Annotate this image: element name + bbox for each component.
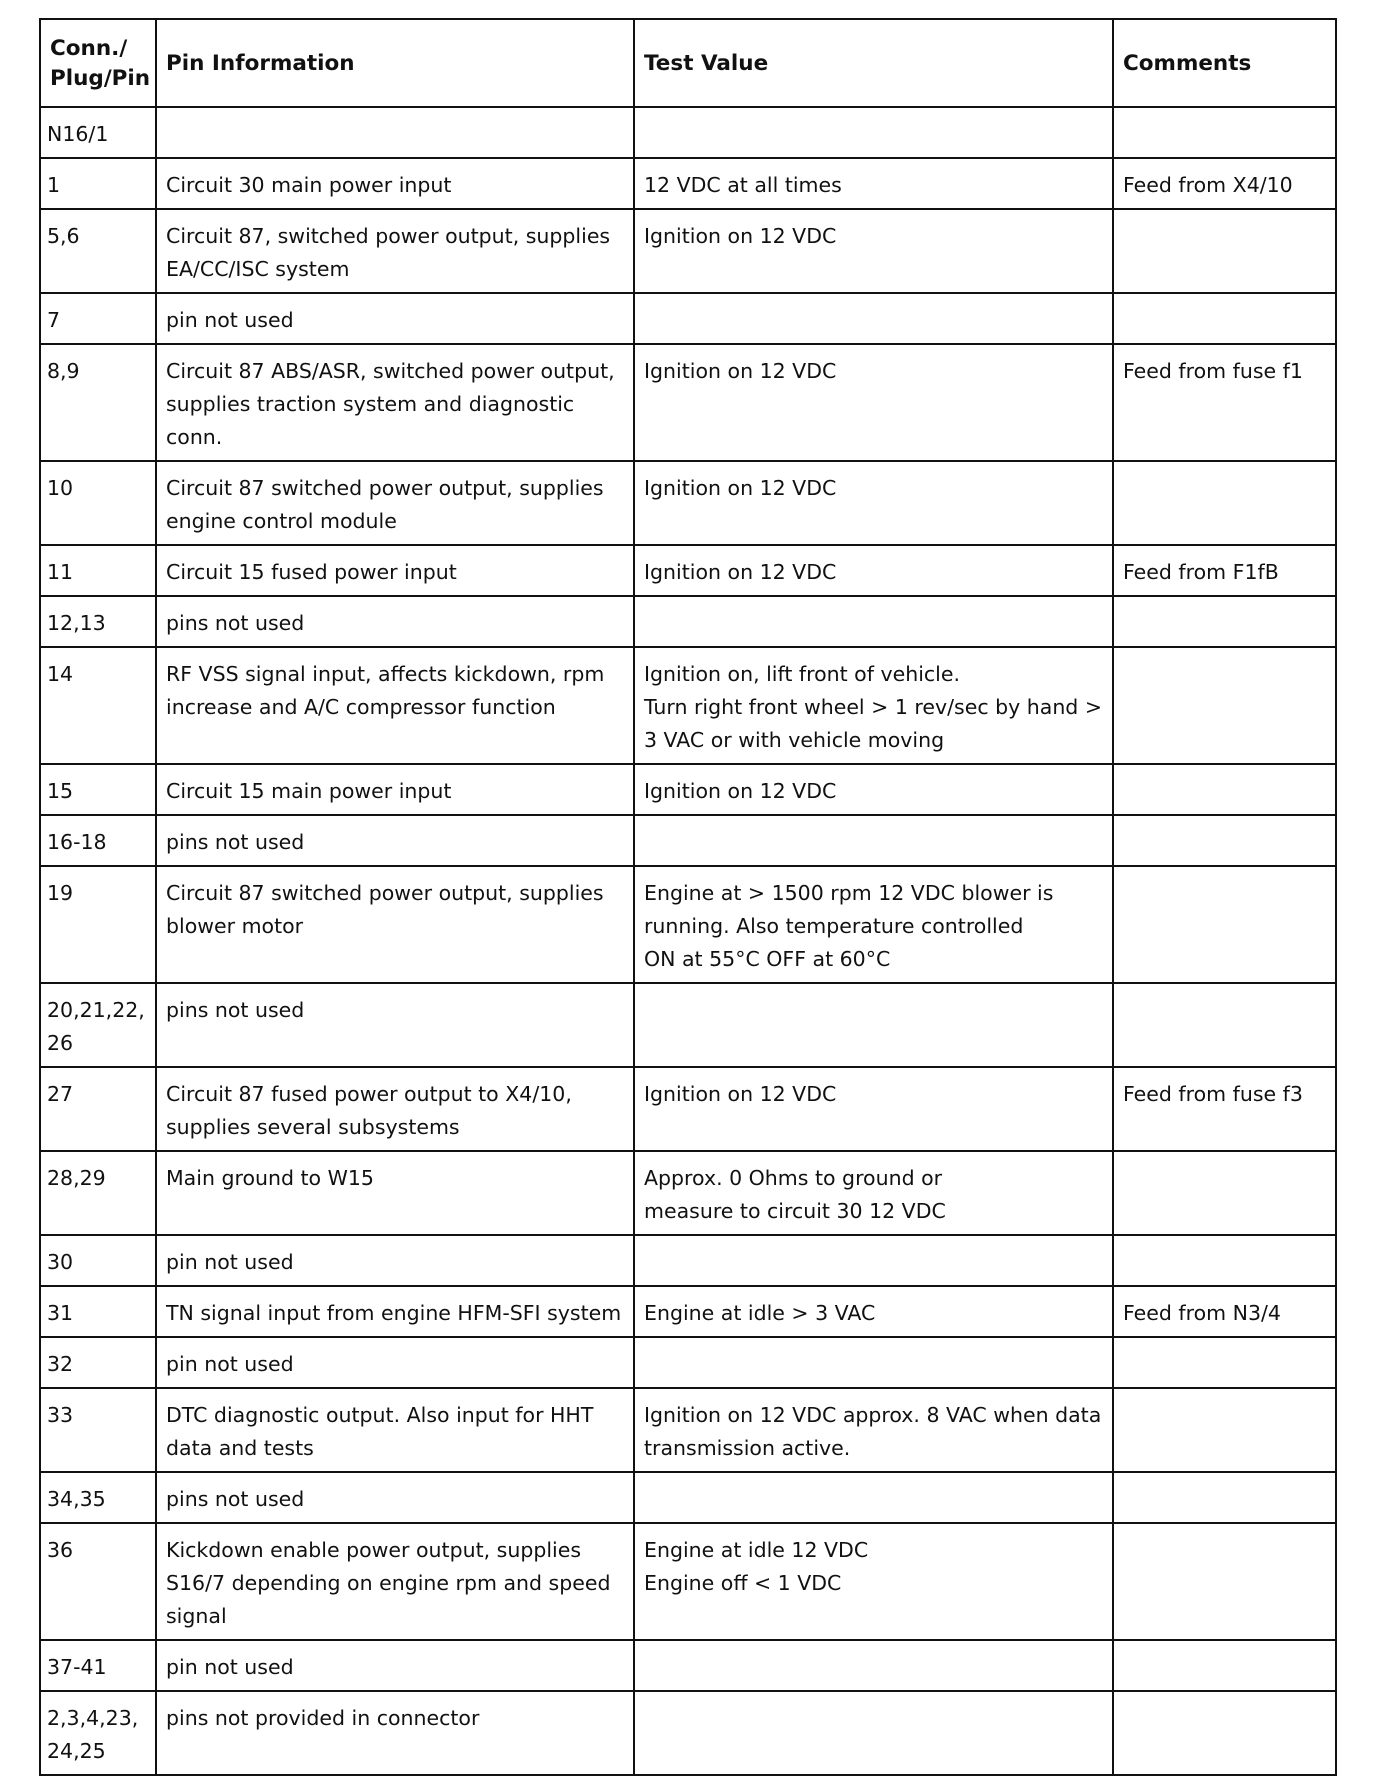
cell-test-value <box>634 983 1113 1067</box>
cell-comment <box>1113 647 1336 764</box>
table-row <box>40 1337 1336 1388</box>
cell-comment <box>1113 461 1336 545</box>
table-body <box>40 107 1336 1775</box>
table-row <box>40 815 1336 866</box>
table-row <box>40 209 1336 293</box>
cell-pin-info: pins not used <box>156 983 634 1067</box>
cell-comment: Feed from fuse f3 <box>1113 1067 1336 1151</box>
cell-test-value <box>634 1337 1113 1388</box>
cell-pin-info: Circuit 15 fused power input <box>156 545 634 596</box>
cell-test-value: Engine at > 1500 rpm 12 VDC blower is running. Also temperature controlled ON at 55°C OFF at 60°C <box>634 866 1113 983</box>
cell-pin: 1 <box>40 158 156 209</box>
table-header-row <box>40 19 1336 107</box>
cell-test-value: Ignition on 12 VDC <box>634 461 1113 545</box>
cell-comment <box>1113 866 1336 983</box>
cell-test-value: 12 VDC at all times <box>634 158 1113 209</box>
table-row <box>40 1523 1336 1640</box>
cell-pin: 11 <box>40 545 156 596</box>
header-conn-plug-pin: Conn./ Plug/Pin <box>40 19 156 107</box>
cell-pin: 15 <box>40 764 156 815</box>
header-pin-information: Pin Information <box>156 19 634 107</box>
table-row <box>40 1472 1336 1523</box>
cell-pin-info: pins not used <box>156 596 634 647</box>
cell-test-value <box>634 293 1113 344</box>
table-row <box>40 461 1336 545</box>
cell-pin: 33 <box>40 1388 156 1472</box>
table-row <box>40 647 1336 764</box>
cell-test-value <box>634 1235 1113 1286</box>
cell-test-value <box>634 1640 1113 1691</box>
cell-test-value: Engine at idle 12 VDC Engine off < 1 VDC <box>634 1523 1113 1640</box>
cell-pin-info: pin not used <box>156 1235 634 1286</box>
cell-pin: 10 <box>40 461 156 545</box>
cell-test-value: Ignition on 12 VDC <box>634 545 1113 596</box>
cell-pin: 19 <box>40 866 156 983</box>
cell-pin: 37-41 <box>40 1640 156 1691</box>
cell-comment <box>1113 1523 1336 1640</box>
cell-test-value: Engine at idle > 3 VAC <box>634 1286 1113 1337</box>
cell-pin-info <box>156 107 634 158</box>
table-row <box>40 107 1336 158</box>
header-comments: Comments <box>1113 19 1336 107</box>
table-row <box>40 158 1336 209</box>
cell-pin: 14 <box>40 647 156 764</box>
cell-pin: 27 <box>40 1067 156 1151</box>
cell-comment <box>1113 764 1336 815</box>
cell-pin: 20,21,22, 26 <box>40 983 156 1067</box>
cell-comment: Feed from F1fB <box>1113 545 1336 596</box>
cell-comment <box>1113 1472 1336 1523</box>
cell-test-value: Ignition on 12 VDC <box>634 1067 1113 1151</box>
cell-pin-info: pins not provided in connector <box>156 1691 634 1775</box>
cell-pin-info: Circuit 87 fused power output to X4/10, supplies several subsystems <box>156 1067 634 1151</box>
cell-pin: 31 <box>40 1286 156 1337</box>
header-test-value: Test Value <box>634 19 1113 107</box>
table-row <box>40 1640 1336 1691</box>
cell-pin-info: pin not used <box>156 1640 634 1691</box>
cell-pin-info: pin not used <box>156 293 634 344</box>
cell-comment <box>1113 983 1336 1067</box>
cell-pin-info: Circuit 87 ABS/ASR, switched power output, supplies traction system and diagnostic conn. <box>156 344 634 461</box>
cell-pin: N16/1 <box>40 107 156 158</box>
cell-test-value: Ignition on 12 VDC <box>634 344 1113 461</box>
cell-comment <box>1113 1388 1336 1472</box>
table-row <box>40 1388 1336 1472</box>
table-row <box>40 983 1336 1067</box>
cell-comment: Feed from N3/4 <box>1113 1286 1336 1337</box>
cell-pin: 34,35 <box>40 1472 156 1523</box>
table-row <box>40 1067 1336 1151</box>
cell-pin-info: RF VSS signal input, affects kickdown, rpm increase and A/C compressor function <box>156 647 634 764</box>
cell-pin: 32 <box>40 1337 156 1388</box>
cell-test-value: Ignition on 12 VDC <box>634 209 1113 293</box>
cell-test-value: Approx. 0 Ohms to ground or measure to circuit 30 12 VDC <box>634 1151 1113 1235</box>
cell-test-value: Ignition on 12 VDC <box>634 764 1113 815</box>
table-row <box>40 1235 1336 1286</box>
cell-pin-info: Main ground to W15 <box>156 1151 634 1235</box>
cell-pin: 12,13 <box>40 596 156 647</box>
cell-comment <box>1113 1151 1336 1235</box>
cell-test-value <box>634 596 1113 647</box>
cell-test-value <box>634 1472 1113 1523</box>
cell-pin: 16-18 <box>40 815 156 866</box>
cell-comment: Feed from fuse f1 <box>1113 344 1336 461</box>
table-row <box>40 1286 1336 1337</box>
cell-pin: 8,9 <box>40 344 156 461</box>
cell-test-value: Ignition on 12 VDC approx. 8 VAC when data transmission active. <box>634 1388 1113 1472</box>
cell-pin-info: pins not used <box>156 1472 634 1523</box>
cell-pin-info: Circuit 87 switched power output, supplies engine control module <box>156 461 634 545</box>
cell-pin: 36 <box>40 1523 156 1640</box>
cell-pin-info: Circuit 87 switched power output, supplies blower motor <box>156 866 634 983</box>
cell-pin-info: Circuit 87, switched power output, supplies EA/CC/ISC system <box>156 209 634 293</box>
cell-test-value <box>634 107 1113 158</box>
cell-test-value: Ignition on, lift front of vehicle. Turn right front wheel > 1 rev/sec by hand > 3 VAC or with vehicle moving <box>634 647 1113 764</box>
cell-comment <box>1113 107 1336 158</box>
cell-test-value <box>634 815 1113 866</box>
cell-pin-info: Circuit 15 main power input <box>156 764 634 815</box>
cell-comment <box>1113 815 1336 866</box>
table-row <box>40 764 1336 815</box>
cell-pin-info: pins not used <box>156 815 634 866</box>
cell-pin: 28,29 <box>40 1151 156 1235</box>
cell-pin: 30 <box>40 1235 156 1286</box>
cell-comment <box>1113 1235 1336 1286</box>
cell-pin-info: Circuit 30 main power input <box>156 158 634 209</box>
cell-pin-info: pin not used <box>156 1337 634 1388</box>
cell-comment <box>1113 293 1336 344</box>
table-row <box>40 545 1336 596</box>
cell-pin: 5,6 <box>40 209 156 293</box>
table-row <box>40 1691 1336 1775</box>
cell-pin-info: DTC diagnostic output. Also input for HHT data and tests <box>156 1388 634 1472</box>
cell-comment: Feed from X4/10 <box>1113 158 1336 209</box>
cell-comment <box>1113 596 1336 647</box>
pin-information-table <box>39 18 1337 1776</box>
cell-comment <box>1113 1640 1336 1691</box>
table-row <box>40 1151 1336 1235</box>
cell-test-value <box>634 1691 1113 1775</box>
cell-pin: 7 <box>40 293 156 344</box>
cell-pin: 2,3,4,23, 24,25 <box>40 1691 156 1775</box>
table-row <box>40 866 1336 983</box>
table-row <box>40 596 1336 647</box>
cell-comment <box>1113 1691 1336 1775</box>
cell-pin-info: TN signal input from engine HFM-SFI system <box>156 1286 634 1337</box>
table-row <box>40 293 1336 344</box>
cell-pin-info: Kickdown enable power output, supplies S16/7 depending on engine rpm and speed signal <box>156 1523 634 1640</box>
cell-comment <box>1113 209 1336 293</box>
cell-comment <box>1113 1337 1336 1388</box>
table-row <box>40 344 1336 461</box>
